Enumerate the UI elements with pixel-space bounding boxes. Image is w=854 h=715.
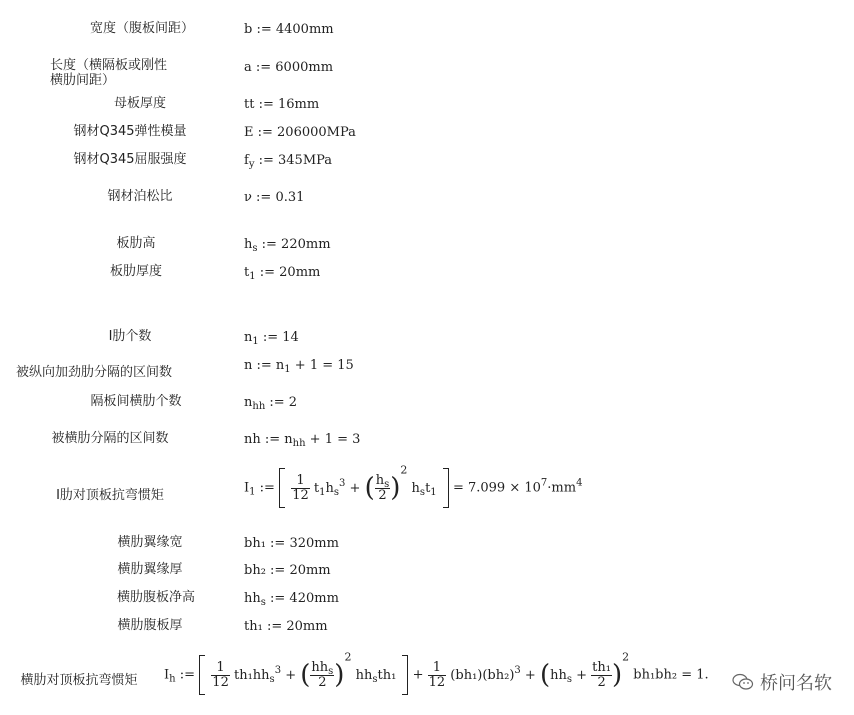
eq-hs-sub: s: [252, 243, 258, 254]
left-bracket: [199, 655, 205, 695]
eq-web-height: [244, 591, 339, 606]
eq-t1-sub: 1: [249, 271, 256, 282]
fraction-1-12: [291, 474, 310, 503]
label-yield-strength: 钢材Q345屈服强度: [73, 152, 187, 167]
frac-den-2: 2: [310, 675, 334, 690]
frac-num-hs: $h_s$: [375, 472, 390, 490]
watermark-text: 桥问名软: [760, 673, 832, 694]
frac-num: 1: [296, 472, 305, 488]
eq-longitudinal-intervals: [244, 358, 354, 373]
eq-n-post: + 1 = 15: [290, 358, 354, 373]
eq-I1-exp: 7: [540, 477, 548, 489]
eq-I1-unit-exp: 4: [576, 477, 583, 489]
eq-web-thickness: th₁ := 20mm: [244, 619, 328, 634]
eq-Ih-assign: :=: [179, 667, 196, 683]
eq-hs-pre: h: [244, 237, 253, 252]
left-bracket: [279, 468, 285, 508]
label-length-line1: 长度（横隔板或刚性: [50, 58, 168, 73]
eq-nhh-pre: n: [244, 395, 253, 410]
eq-n-sub: 1: [284, 364, 291, 375]
watermark: [732, 669, 832, 695]
frac-num-th1: th₁: [592, 659, 611, 675]
wechat-icon: [732, 673, 754, 691]
label-elastic-modulus: 钢材Q345弹性模量: [73, 124, 187, 139]
left-paren: (: [300, 660, 311, 690]
eq-I1-assign: :=: [259, 480, 275, 496]
fraction-hhs-2: [310, 661, 334, 690]
right-paren: ): [611, 660, 623, 690]
eq-I1-term2: $h_st_1$: [411, 480, 437, 498]
label-flange-thickness: 横肋翼缘厚: [117, 562, 183, 577]
eq-width: b := 4400mm: [244, 22, 334, 37]
eq-Ih-term4: $hh_s$ +: [550, 667, 588, 685]
eq-nh-post: + 1 = 3: [305, 432, 361, 447]
eq-I1-lhs-sub: 1: [249, 486, 256, 498]
eq-t1-post: := 20mm: [255, 265, 321, 280]
square-exponent: 2: [400, 463, 408, 477]
label-plate-thickness: 母板厚度: [113, 96, 166, 111]
label-rib-count: I肋个数: [108, 329, 152, 344]
eq-yield-strength: [244, 153, 332, 168]
eq-n1-post: := 14: [258, 330, 299, 345]
eq-hs-post: := 220mm: [257, 237, 331, 252]
eq-Ih-term3: $(bh_1)(bh_2)^3$ +: [450, 664, 536, 683]
square-exponent: 2: [344, 650, 352, 664]
eq-fy-pre: f: [244, 153, 249, 168]
eq-Ih-term1: $th_1hh_s^3$ +: [233, 664, 297, 685]
label-poisson: 钢材泊松比: [107, 189, 173, 204]
frac-den-2: 2: [375, 488, 391, 503]
label-web-thickness: 横肋腹板厚: [117, 618, 183, 633]
eq-cross-rib-inertia: [164, 650, 709, 695]
eq-n1-pre: n: [244, 330, 253, 345]
eq-nhh-sub: hh: [252, 401, 266, 412]
eq-fy-sub: y: [248, 159, 255, 170]
eq-length: a := 6000mm: [244, 60, 334, 75]
label-longitudinal-intervals: 被纵向加劲肋分隔的区间数: [15, 365, 172, 380]
frac-den: 12: [428, 674, 446, 690]
eq-rib-height: [244, 237, 331, 252]
left-paren: (: [364, 473, 375, 503]
eq-I1-lhs: I: [244, 480, 250, 496]
label-rib-height: 板肋高: [116, 236, 156, 251]
eq-nh-sub: hh: [292, 438, 306, 449]
frac-num: 1: [216, 659, 225, 675]
eq-Ih-tail: bh₁bh₂ = 1.: [633, 667, 709, 683]
label-cross-rib-count: 隔板间横肋个数: [90, 394, 182, 409]
eq-t1-pre: t: [244, 265, 250, 280]
eq-I1-unit: ·mm: [547, 480, 577, 496]
right-paren: ): [390, 473, 401, 503]
eq-hhs-pre: hh: [244, 591, 261, 606]
eq-rib-thickness: [244, 265, 320, 280]
eq-Ih-term2: $hh_sth_1$: [355, 667, 397, 685]
eq-nhh-post: := 2: [265, 395, 298, 410]
eq-Ih-lhs: I: [164, 667, 170, 683]
label-rib-thickness: 板肋厚度: [109, 264, 162, 279]
square-exponent: 2: [622, 650, 630, 664]
label-rib-inertia: I肋对顶板抗弯惯矩: [56, 488, 164, 503]
right-bracket: [402, 655, 408, 695]
eq-fy-post: := 345MPa: [254, 153, 333, 168]
label-length: [50, 58, 190, 88]
eq-Ih-plus1: +: [412, 667, 424, 683]
eq-rib-count: [244, 330, 299, 345]
label-flange-width: 横肋翼缘宽: [117, 535, 183, 550]
eq-cross-intervals: [244, 432, 360, 447]
eq-flange-width: bh₁ := 320mm: [244, 536, 339, 551]
eq-cross-rib-count: [244, 395, 297, 410]
frac-den-2: 2: [591, 675, 612, 690]
fraction-1-12: [211, 661, 230, 690]
label-cross-intervals: 被横肋分隔的区间数: [51, 431, 169, 446]
eq-poisson: ν := 0.31: [244, 190, 305, 205]
right-bracket: [443, 468, 449, 508]
eq-plate-thickness: tt := 16mm: [244, 97, 320, 112]
eq-rib-inertia: [244, 463, 583, 508]
label-web-height: 横肋腹板净高: [116, 590, 195, 605]
label-length-line2: 横肋间距）: [50, 73, 116, 88]
fraction-1-12-b: [428, 661, 447, 690]
frac-den: 12: [292, 487, 309, 503]
frac-num: 1: [432, 659, 442, 675]
eq-n-pre: n := n: [244, 358, 285, 373]
eq-elastic-modulus: E := 206000MPa: [244, 125, 356, 140]
eq-I1-result: = 7.099 × 10: [452, 480, 541, 496]
eq-nh-pre: nh := n: [244, 432, 293, 447]
label-cross-rib-inertia: 横肋对顶板抗弯惯矩: [20, 673, 138, 688]
fraction-hs-2: [375, 474, 391, 503]
left-paren: (: [539, 660, 551, 690]
eq-Ih-lhs-sub: h: [169, 673, 176, 685]
frac-den: 12: [212, 674, 229, 690]
eq-I1-term1: $t_1h_s^3$ +: [313, 477, 361, 498]
label-width: 宽度（腹板间距）: [89, 21, 194, 36]
eq-flange-thickness: bh₂ := 20mm: [244, 563, 331, 578]
eq-hhs-sub: s: [260, 597, 266, 608]
right-paren: ): [334, 660, 345, 690]
eq-hhs-post: := 420mm: [265, 591, 339, 606]
eq-n1-sub: 1: [252, 336, 259, 347]
frac-num-hhs: $hh_s$: [311, 659, 334, 677]
fraction-th1-2: [591, 661, 612, 690]
